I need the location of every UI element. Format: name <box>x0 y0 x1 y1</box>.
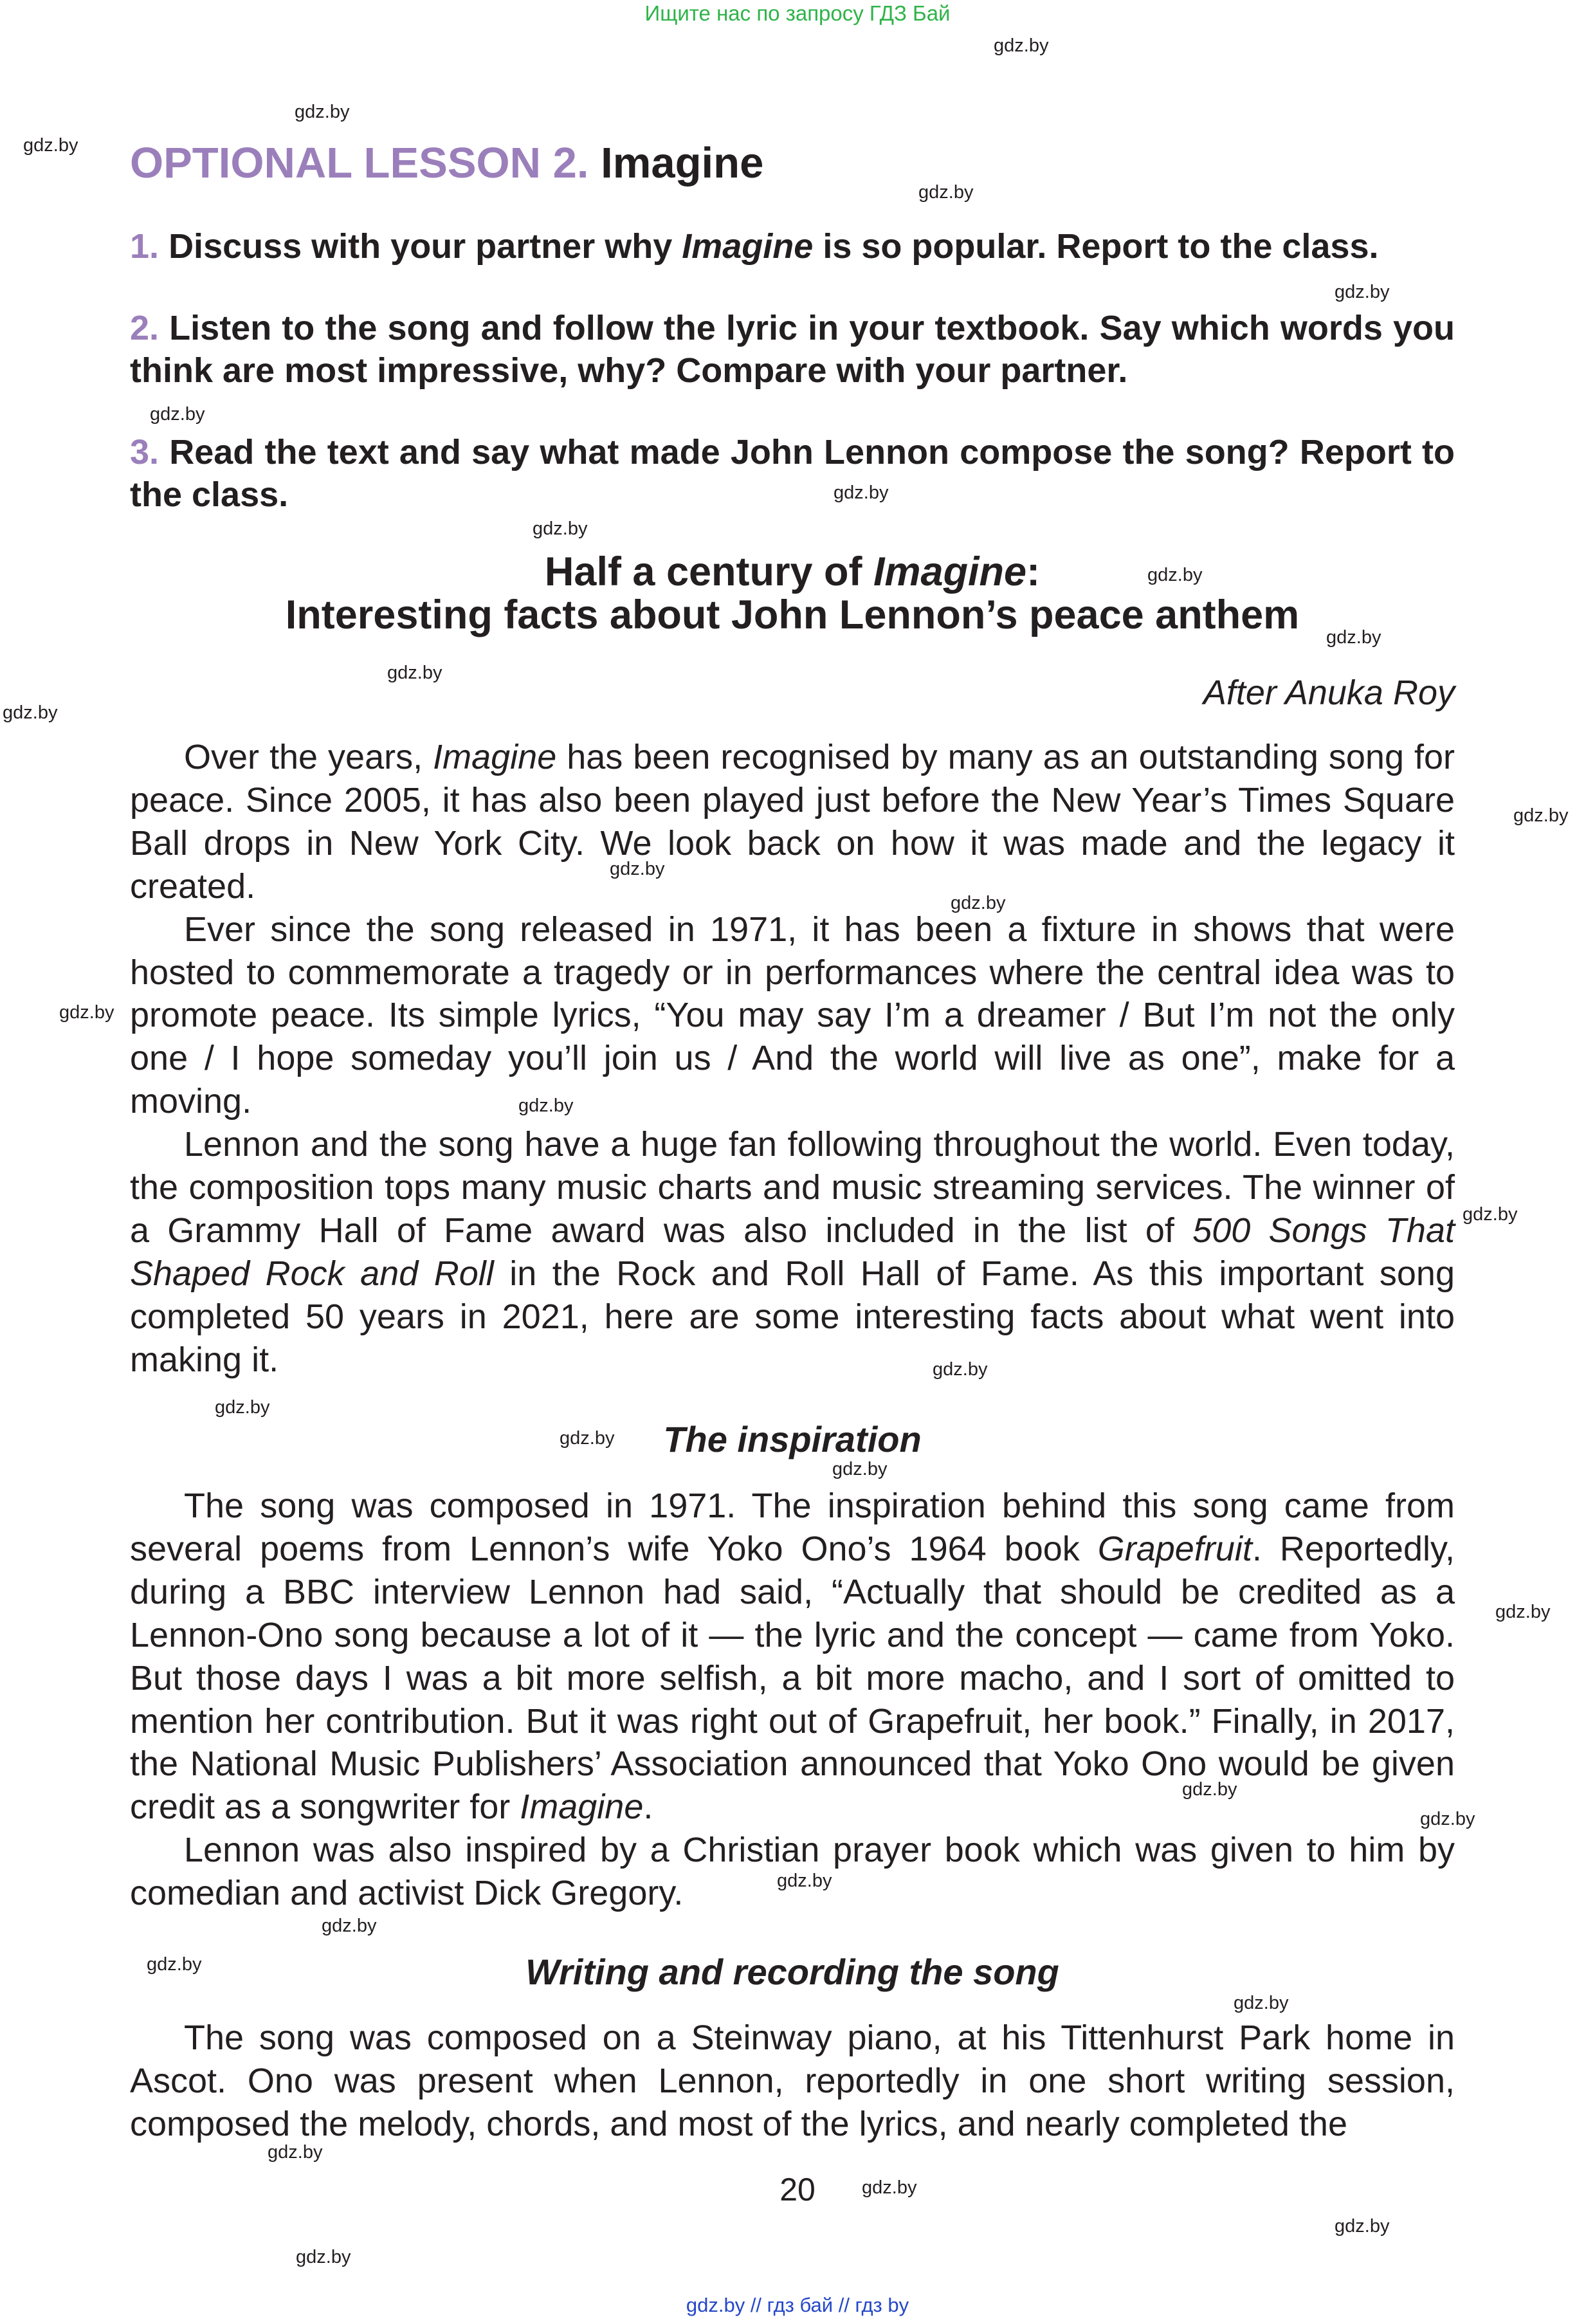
article-title <box>130 551 1455 637</box>
watermark: gdz.by <box>3 702 58 723</box>
watermark: gdz.by <box>918 182 974 203</box>
watermark: gdz.by <box>1335 2216 1390 2237</box>
task-1 <box>130 225 1455 268</box>
paragraph: Ever since the song released in 1971, it has been a fixture in shows that were hosted to commemorate a tragedy or in performances where the central idea was to promote peace. Its simple lyrics, “You may say I’m a dreamer / But I’m not the only one / I hope someday you’ll join us / And the world will live as one”, make for a moving. <box>130 910 1455 1121</box>
section-writing <box>130 2017 1455 2146</box>
paragraph: Lennon and the song have a huge fan following throughout the world. Even today, the composition tops many music charts and music streaming services. The winner of a Grammy Hall of Fame award was also included in the list of 500 Songs That Shaped Rock and Roll in the Rock and Roll Hall of Fame. As this important song completed 50 years in 2021, here are some interesting facts about what went into making it. <box>130 1125 1455 1379</box>
watermark: gdz.by <box>834 482 889 503</box>
watermark: gdz.by <box>215 1397 270 1418</box>
watermark: gdz.by <box>295 102 350 122</box>
watermark: gdz.by <box>518 1095 574 1116</box>
watermark: gdz.by <box>1513 805 1569 826</box>
watermark: gdz.by <box>150 404 205 425</box>
watermark: gdz.by <box>832 1459 888 1479</box>
task-3 <box>130 431 1455 516</box>
watermark: gdz.by <box>1147 565 1203 585</box>
article-title-line-2: Interesting facts about John Lennon’s peace anthem <box>285 592 1300 637</box>
article-byline: After Anuka Roy <box>1203 673 1455 712</box>
watermark: gdz.by <box>147 1954 202 1975</box>
watermark: gdz.by <box>533 518 588 539</box>
task-number: 3. <box>130 433 160 471</box>
paragraph: The song was composed in 1971. The inspiration behind this song came from several poems from Lennon’s wife Yoko Ono’s 1964 book Grapefruit. Reportedly, during a BBC interview Lennon had said, “Actually that should be credited as a Lennon-Ono song because a lot of it — the lyric and the concept — came from Yoko. But those days I was a bit more selfish, a bit more macho, and I sort of omitted to mention her contribution. But it was right out of Grapefruit, her book.” Finally, in 2017, the National Music Publishers’ Association announced that Yoko Ono would be given credit as a songwriter for Imagine. <box>130 1487 1455 1827</box>
top-banner: Ищите нас по запросу ГДЗ Бай <box>644 1 951 25</box>
section-inspiration <box>130 1485 1455 1915</box>
article-title-line-1: Half a century of Imagine: <box>544 549 1041 594</box>
watermark: gdz.by <box>268 2142 323 2163</box>
watermark: gdz.by <box>994 35 1049 56</box>
watermark: gdz.by <box>296 2247 351 2267</box>
page-number: 20 <box>779 2172 816 2208</box>
watermark: gdz.by <box>560 1428 615 1449</box>
paragraph: The song was composed on a Steinway piano, at his Tittenhurst Park home in Ascot. Ono was present when Lennon, reportedly in one short writing session, composed the melody, chords, and most of the lyrics, and nearly completed the <box>130 2018 1455 2143</box>
watermark: gdz.by <box>23 135 78 156</box>
task-2 <box>130 307 1455 392</box>
watermark: gdz.by <box>933 1359 988 1380</box>
task-text: is so popular. Report to the class. <box>813 227 1379 266</box>
watermark: gdz.by <box>610 859 665 879</box>
watermark: gdz.by <box>387 663 442 683</box>
lesson-title <box>130 138 763 188</box>
section-heading-inspiration: The inspiration <box>663 1419 922 1459</box>
watermark: gdz.by <box>322 1916 377 1936</box>
watermark: gdz.by <box>951 893 1006 913</box>
task-text: Discuss with your partner why <box>169 227 682 266</box>
watermark: gdz.by <box>1326 627 1381 648</box>
paragraph: Over the years, Imagine has been recognised by many as an outstanding song for peace. Since 2005, it has also been played just before the New Year’s Times Square Ball drops in New York City. We look back on how it was made and the legacy it created. <box>130 738 1455 906</box>
watermark: gdz.by <box>1335 282 1390 302</box>
lesson-label: OPTIONAL LESSON 2. <box>130 139 589 187</box>
watermark: gdz.by <box>1420 1809 1475 1829</box>
watermark: gdz.by <box>1495 1602 1551 1622</box>
task-text: Read the text and say what made John Lennon compose the song? Report to the class. <box>130 433 1455 514</box>
watermark: gdz.by <box>1234 1993 1289 2013</box>
article-intro <box>130 736 1455 1382</box>
paragraph: Lennon was also inspired by a Christian prayer book which was given to him by comedian and activist Dick Gregory. <box>130 1831 1455 1913</box>
section-heading-writing: Writing and recording the song <box>525 1952 1059 1992</box>
lesson-name: Imagine <box>601 139 764 187</box>
task-italic-title: Imagine <box>682 227 814 266</box>
task-number: 1. <box>130 227 160 266</box>
watermark: gdz.by <box>1463 1204 1518 1225</box>
task-text: Listen to the song and follow the lyric in your textbook. Say which words you think are most impressive, why? Compare with your partner. <box>130 309 1455 390</box>
watermark: gdz.by <box>862 2177 917 2198</box>
watermark: gdz.by <box>1182 1779 1237 1800</box>
bottom-banner: gdz.by // гдз бай // гдз by <box>686 2294 909 2316</box>
task-number: 2. <box>130 309 160 347</box>
watermark: gdz.by <box>59 1002 114 1023</box>
watermark: gdz.by <box>777 1871 832 1891</box>
